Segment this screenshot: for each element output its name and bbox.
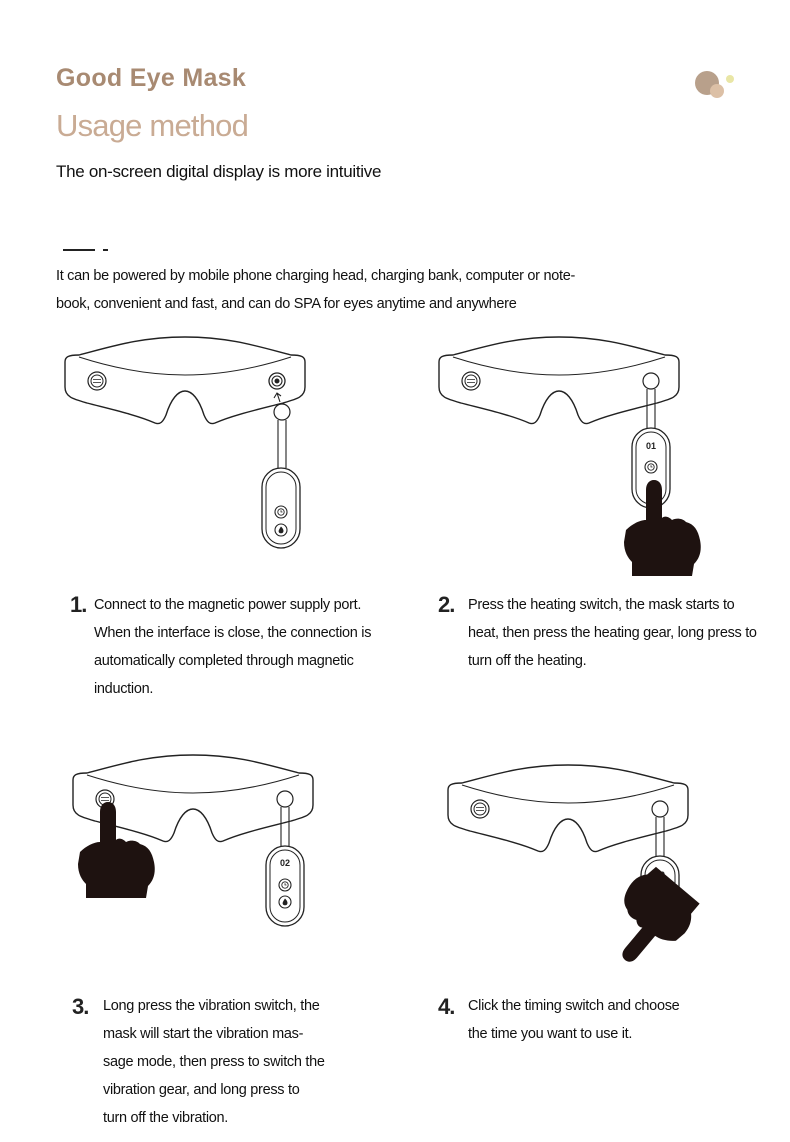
step-line: the time you want to use it. [468, 1026, 633, 1042]
step-2-illustration [434, 332, 734, 592]
controller-display: 01 [645, 441, 657, 451]
vibration-button-icon [471, 800, 489, 818]
flame-icon [279, 896, 291, 908]
step-line: mask will start the vibration mas- [103, 1026, 304, 1042]
clock-icon [279, 879, 291, 891]
step-1-number: 1. [70, 592, 87, 617]
clock-icon [645, 461, 657, 473]
step-1-text [94, 591, 371, 703]
clock-icon [275, 506, 287, 518]
step-line: Connect to the magnetic power supply port. [94, 597, 362, 613]
vibration-button-icon [88, 372, 106, 390]
divider-line [63, 249, 95, 251]
controller-display: 02 [279, 858, 291, 868]
circles-logo-icon [690, 66, 740, 106]
page-subtitle: Usage method [56, 108, 249, 143]
step-line: automatically completed through magnetic [94, 653, 354, 669]
step-line: sage mode, then press to switch the [103, 1054, 325, 1070]
step-3-illustration [68, 750, 368, 990]
pointing-hand-icon [591, 862, 705, 979]
tagline: The on-screen digital display is more intuitive [56, 162, 382, 181]
brand-title: Good Eye Mask [56, 64, 247, 92]
intro-text [56, 262, 656, 318]
step-4-illustration [443, 760, 743, 1020]
step-3-text [103, 992, 325, 1132]
step-1-illustration [60, 332, 360, 572]
step-line: heat, then press the heating gear, long press to [468, 625, 757, 641]
magnetic-port-icon [269, 373, 285, 389]
step-line: Long press the vibration switch, the [103, 998, 320, 1014]
step-line: Press the heating switch, the mask starts to [468, 597, 735, 613]
step-2-text [468, 591, 757, 675]
step-line: turn off the vibration. [103, 1110, 229, 1126]
step-2-number: 2. [438, 592, 455, 617]
step-line: When the interface is close, the connection is [94, 625, 372, 641]
step-line: vibration gear, and long press to [103, 1082, 300, 1098]
intro-line-2: book, convenient and fast, and can do SPA for eyes anytime and anywhere [56, 296, 517, 312]
step-line: induction. [94, 681, 154, 697]
vibration-button-icon [462, 372, 480, 390]
step-4-number: 4. [438, 994, 455, 1019]
step-line: turn off the heating. [468, 653, 587, 669]
step-line: Click the timing switch and choose [468, 998, 680, 1014]
divider-dot [103, 249, 108, 251]
step-4-text [468, 992, 679, 1048]
intro-line-1: It can be powered by mobile phone charging head, charging bank, computer or note- [56, 268, 575, 284]
flame-icon [275, 524, 287, 536]
step-3-number: 3. [72, 994, 89, 1019]
